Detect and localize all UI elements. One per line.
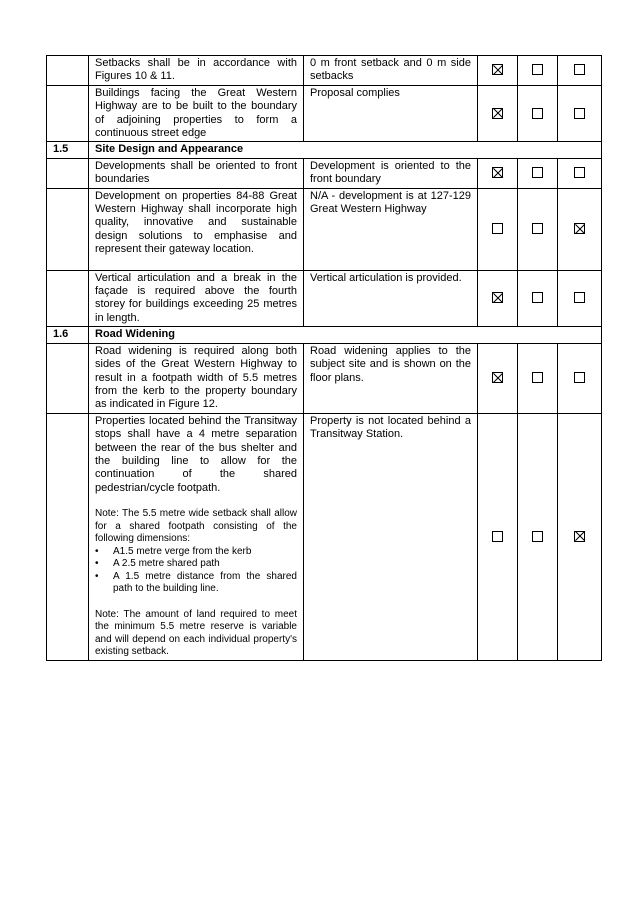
does-not-comply-checkbox[interactable] [532, 372, 543, 383]
does-not-comply-checkbox[interactable] [532, 64, 543, 75]
not-applicable-checkbox[interactable] [574, 64, 585, 75]
table-row [47, 343, 602, 413]
control-cell: Vertical articulation and a break in the façade is required above the fourth storey for buildings exceeding 25 metres in length. [89, 270, 304, 327]
control-cell: Buildings facing the Great Western Highway are to be built to the boundary of adjoining properties to form a continuous street edge [89, 85, 304, 142]
complies-checkbox[interactable] [492, 108, 503, 119]
does-not-comply-checkbox[interactable] [532, 108, 543, 119]
not-applicable-checkbox[interactable] [574, 292, 585, 303]
control-cell: Setbacks shall be in accordance with Figures 10 & 11. [89, 56, 304, 86]
control-cell [89, 413, 304, 660]
note-text: Note: The amount of land required to meet the minimum 5.5 metre reserve is variable and will depend on each individual property's existing setback. [95, 608, 297, 658]
complies-checkbox[interactable] [492, 372, 503, 383]
response-cell: Development is oriented to the front boundary [304, 158, 478, 188]
section-title: Site Design and Appearance [89, 142, 602, 158]
table-row [47, 56, 602, 86]
does-not-comply-checkbox[interactable] [532, 167, 543, 178]
control-text: Properties located behind the Transitway stops shall have a 4 metre separation between the rear of the bus shelter and the building line to allow for the continuation of the shared pedestrian/cycle footpath. [95, 414, 297, 494]
dimension-list [95, 546, 297, 596]
complies-checkbox[interactable] [492, 223, 503, 234]
clause-number-cell [47, 56, 89, 86]
table-row [47, 413, 602, 660]
complies-checkbox[interactable] [492, 167, 503, 178]
note-text: Note: The 5.5 metre wide setback shall allow for a shared footpath consisting of the following dimensions: [95, 508, 297, 545]
control-cell: Road widening is required along both sides of the Great Western Highway to result in a footpath width of 5.5 metres from the kerb to the property boundary as indicated in Figure 12. [89, 343, 304, 413]
table-row [47, 270, 602, 327]
not-applicable-checkbox[interactable] [574, 372, 585, 383]
control-cell: Developments shall be oriented to front boundaries [89, 158, 304, 188]
section-heading-row [47, 142, 602, 158]
section-heading-row [47, 327, 602, 343]
complies-checkbox[interactable] [492, 292, 503, 303]
response-cell: N/A - development is at 127-129 Great Western Highway [304, 188, 478, 270]
not-applicable-checkbox[interactable] [574, 223, 585, 234]
section-number: 1.5 [47, 142, 89, 158]
response-cell: Proposal complies [304, 85, 478, 142]
response-cell: Vertical articulation is provided. [304, 270, 478, 327]
list-item: • A1.5 metre verge from the kerb [95, 546, 297, 559]
section-number: 1.6 [47, 327, 89, 343]
control-cell: Development on properties 84-88 Great Western Highway shall incorporate high quality, innovative and sustainable design solutions to emphasise and represent their gateway location. [89, 188, 304, 270]
table-row [47, 85, 602, 142]
complies-checkbox[interactable] [492, 64, 503, 75]
list-item: • A 2.5 metre shared path [95, 558, 297, 571]
section-title: Road Widening [89, 327, 602, 343]
does-not-comply-checkbox[interactable] [532, 531, 543, 542]
not-applicable-checkbox[interactable] [574, 167, 585, 178]
compliance-table [46, 55, 602, 661]
response-cell: Property is not located behind a Transitway Station. [304, 413, 478, 660]
not-applicable-checkbox[interactable] [574, 531, 585, 542]
response-cell: Road widening applies to the subject site and is shown on the floor plans. [304, 343, 478, 413]
response-cell: 0 m front setback and 0 m side setbacks [304, 56, 478, 86]
table-row [47, 158, 602, 188]
list-item: • A 1.5 metre distance from the shared path to the building line. [95, 571, 297, 596]
does-not-comply-checkbox[interactable] [532, 223, 543, 234]
not-applicable-checkbox[interactable] [574, 108, 585, 119]
complies-checkbox[interactable] [492, 531, 503, 542]
does-not-comply-checkbox[interactable] [532, 292, 543, 303]
table-row [47, 188, 602, 270]
